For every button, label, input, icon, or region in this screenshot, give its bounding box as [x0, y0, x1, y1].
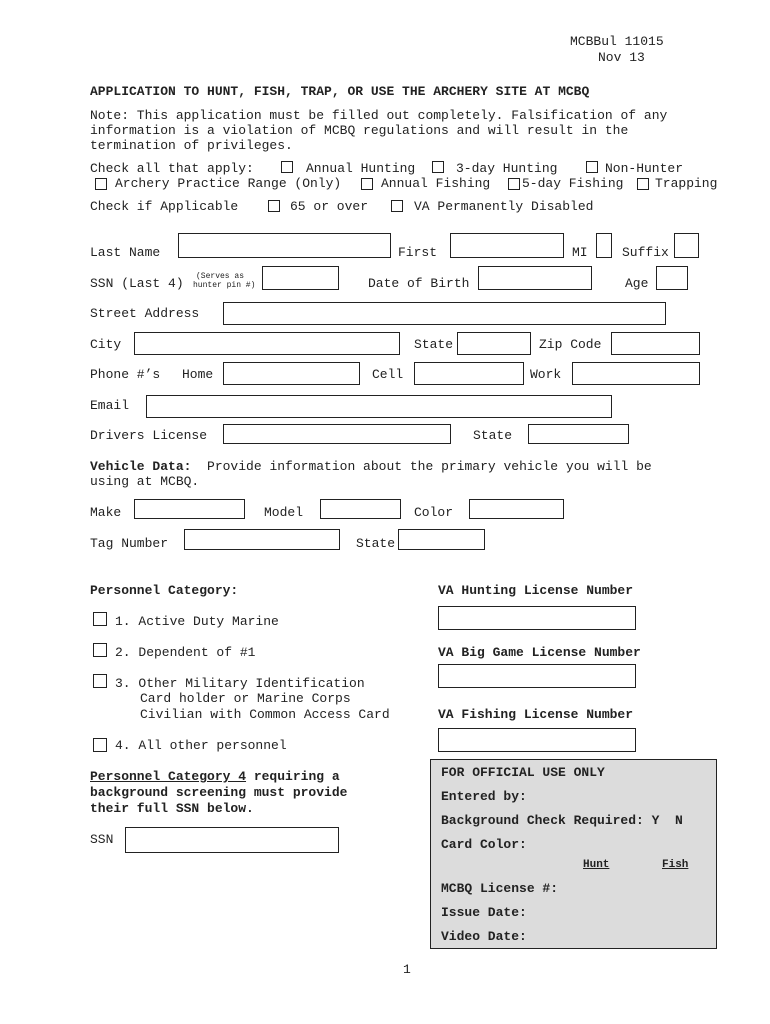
hunt-column-label: Hunt — [583, 859, 610, 871]
category-1-checkbox[interactable] — [93, 612, 107, 626]
category-4-note-emphasis: Personnel Category 4 — [90, 769, 247, 784]
email-label: Email — [90, 398, 130, 413]
entered-by-label: Entered by: — [441, 789, 527, 804]
annual-hunting-label: Annual Hunting — [306, 161, 416, 176]
va-disabled-label: VA Permanently Disabled — [414, 199, 594, 214]
dob-label: Date of Birth — [368, 276, 470, 291]
state-input[interactable] — [457, 332, 531, 355]
va-fishing-input[interactable] — [438, 728, 636, 752]
cell-phone-input[interactable] — [414, 362, 524, 385]
category-3-label-2: Card holder or Marine Corps — [140, 691, 351, 706]
check-all-label: Check all that apply: — [90, 161, 254, 176]
category-1-label: 1. Active Duty Marine — [115, 614, 279, 629]
ssn-note-line-1: (Serves as — [196, 272, 245, 281]
drivers-license-input[interactable] — [223, 424, 451, 444]
annual-hunting-checkbox[interactable] — [281, 161, 293, 173]
category-4-note-rest: requiring a — [246, 769, 340, 784]
phones-label: Phone #’s — [90, 367, 161, 382]
mi-label: MI — [572, 245, 588, 260]
check-applicable-label: Check if Applicable — [90, 199, 239, 214]
suffix-label: Suffix — [622, 245, 669, 260]
category-4-note-3: their full SSN below. — [90, 801, 254, 816]
drivers-license-label: Drivers License — [90, 428, 208, 443]
tag-state-input[interactable] — [398, 529, 485, 550]
fish-column-label: Fish — [662, 859, 689, 871]
make-input[interactable] — [134, 499, 245, 519]
first-name-label: First — [398, 245, 438, 260]
vehicle-heading: Vehicle Data: — [90, 459, 192, 474]
work-phone-input[interactable] — [572, 362, 700, 385]
zip-input[interactable] — [611, 332, 700, 355]
five-day-fishing-checkbox[interactable] — [508, 178, 520, 190]
va-hunting-label: VA Hunting License Number — [438, 583, 634, 598]
license-number-label: MCBQ License #: — [441, 881, 559, 896]
mi-input[interactable] — [596, 233, 612, 258]
cell-phone-label: Cell — [372, 367, 404, 382]
official-title: FOR OFFICIAL USE ONLY — [441, 765, 605, 780]
category-2-checkbox[interactable] — [93, 643, 107, 657]
note-line-2: information is a violation of MCBQ regulations and will result in the — [90, 123, 629, 138]
ssn-note-line-2: hunter pin #) — [193, 281, 256, 290]
city-label: City — [90, 337, 122, 352]
street-label: Street Address — [90, 306, 200, 321]
city-input[interactable] — [134, 332, 400, 355]
category-4-note-1 — [90, 769, 340, 784]
category-3-label-1: 3. Other Military Identification — [115, 676, 365, 691]
trapping-label: Trapping — [655, 176, 718, 191]
category-4-note-2: background screening must provide — [90, 785, 348, 800]
vehicle-line-1 — [90, 459, 652, 474]
note-line-1: Note: This application must be filled out completely. Falsification of any — [90, 108, 668, 123]
archery-label: Archery Practice Range (Only) — [115, 176, 342, 191]
last-name-input[interactable] — [178, 233, 391, 258]
category-2-label: 2. Dependent of #1 — [115, 645, 256, 660]
ssn-last4-input[interactable] — [262, 266, 339, 290]
age-input[interactable] — [656, 266, 688, 290]
personnel-heading: Personnel Category: — [90, 583, 239, 598]
suffix-input[interactable] — [674, 233, 699, 258]
non-hunter-checkbox[interactable] — [586, 161, 598, 173]
home-phone-input[interactable] — [223, 362, 360, 385]
five-day-fishing-label: 5-day Fishing — [522, 176, 624, 191]
video-date-label: Video Date: — [441, 929, 527, 944]
page-number: 1 — [403, 962, 411, 977]
non-hunter-label: Non-Hunter — [605, 161, 684, 176]
category-3-checkbox[interactable] — [93, 674, 107, 688]
model-label: Model — [264, 505, 304, 520]
vehicle-desc-1: Provide information about the primary vehicle you will be — [207, 459, 652, 474]
official-use-box — [430, 759, 717, 949]
email-input[interactable] — [146, 395, 612, 418]
street-input[interactable] — [223, 302, 666, 325]
three-day-hunting-label: 3-day Hunting — [456, 161, 558, 176]
tag-state-label: State — [356, 536, 396, 551]
dob-input[interactable] — [478, 266, 592, 290]
va-disabled-checkbox[interactable] — [391, 200, 403, 212]
annual-fishing-label: Annual Fishing — [381, 176, 491, 191]
card-color-label: Card Color: — [441, 837, 527, 852]
ssn-last4-label: SSN (Last 4) — [90, 276, 184, 291]
va-big-game-input[interactable] — [438, 664, 636, 688]
vehicle-desc-2: using at MCBQ. — [90, 474, 200, 489]
zip-label: Zip Code — [539, 337, 602, 352]
form-title: APPLICATION TO HUNT, FISH, TRAP, OR USE THE ARCHERY SITE AT MCBQ — [90, 84, 590, 99]
last-name-label: Last Name — [90, 245, 161, 260]
home-phone-label: Home — [182, 367, 214, 382]
annual-fishing-checkbox[interactable] — [361, 178, 373, 190]
dl-state-label: State — [473, 428, 513, 443]
make-label: Make — [90, 505, 122, 520]
state-label: State — [414, 337, 454, 352]
note-line-3: termination of privileges. — [90, 138, 293, 153]
age-label: Age — [625, 276, 649, 291]
category-4-checkbox[interactable] — [93, 738, 107, 752]
va-fishing-label: VA Fishing License Number — [438, 707, 634, 722]
color-input[interactable] — [469, 499, 564, 519]
dl-state-input[interactable] — [528, 424, 629, 444]
category-3-label-3: Civilian with Common Access Card — [140, 707, 390, 722]
full-ssn-label: SSN — [90, 832, 114, 847]
va-hunting-input[interactable] — [438, 606, 636, 630]
work-phone-label: Work — [530, 367, 562, 382]
color-label: Color — [414, 505, 454, 520]
bulletin-number: MCBBul 11015 — [570, 34, 664, 49]
va-big-game-label: VA Big Game License Number — [438, 645, 641, 660]
category-4-label: 4. All other personnel — [115, 738, 287, 753]
background-check-label: Background Check Required: Y N — [441, 813, 683, 828]
over-65-checkbox[interactable] — [268, 200, 280, 212]
tag-input[interactable] — [184, 529, 340, 550]
full-ssn-input[interactable] — [125, 827, 339, 853]
first-name-input[interactable] — [450, 233, 564, 258]
issue-date-label: Issue Date: — [441, 905, 527, 920]
three-day-hunting-checkbox[interactable] — [432, 161, 444, 173]
model-input[interactable] — [320, 499, 401, 519]
archery-checkbox[interactable] — [95, 178, 107, 190]
tag-label: Tag Number — [90, 536, 169, 551]
trapping-checkbox[interactable] — [637, 178, 649, 190]
over-65-label: 65 or over — [290, 199, 369, 214]
bulletin-date: Nov 13 — [598, 50, 645, 65]
